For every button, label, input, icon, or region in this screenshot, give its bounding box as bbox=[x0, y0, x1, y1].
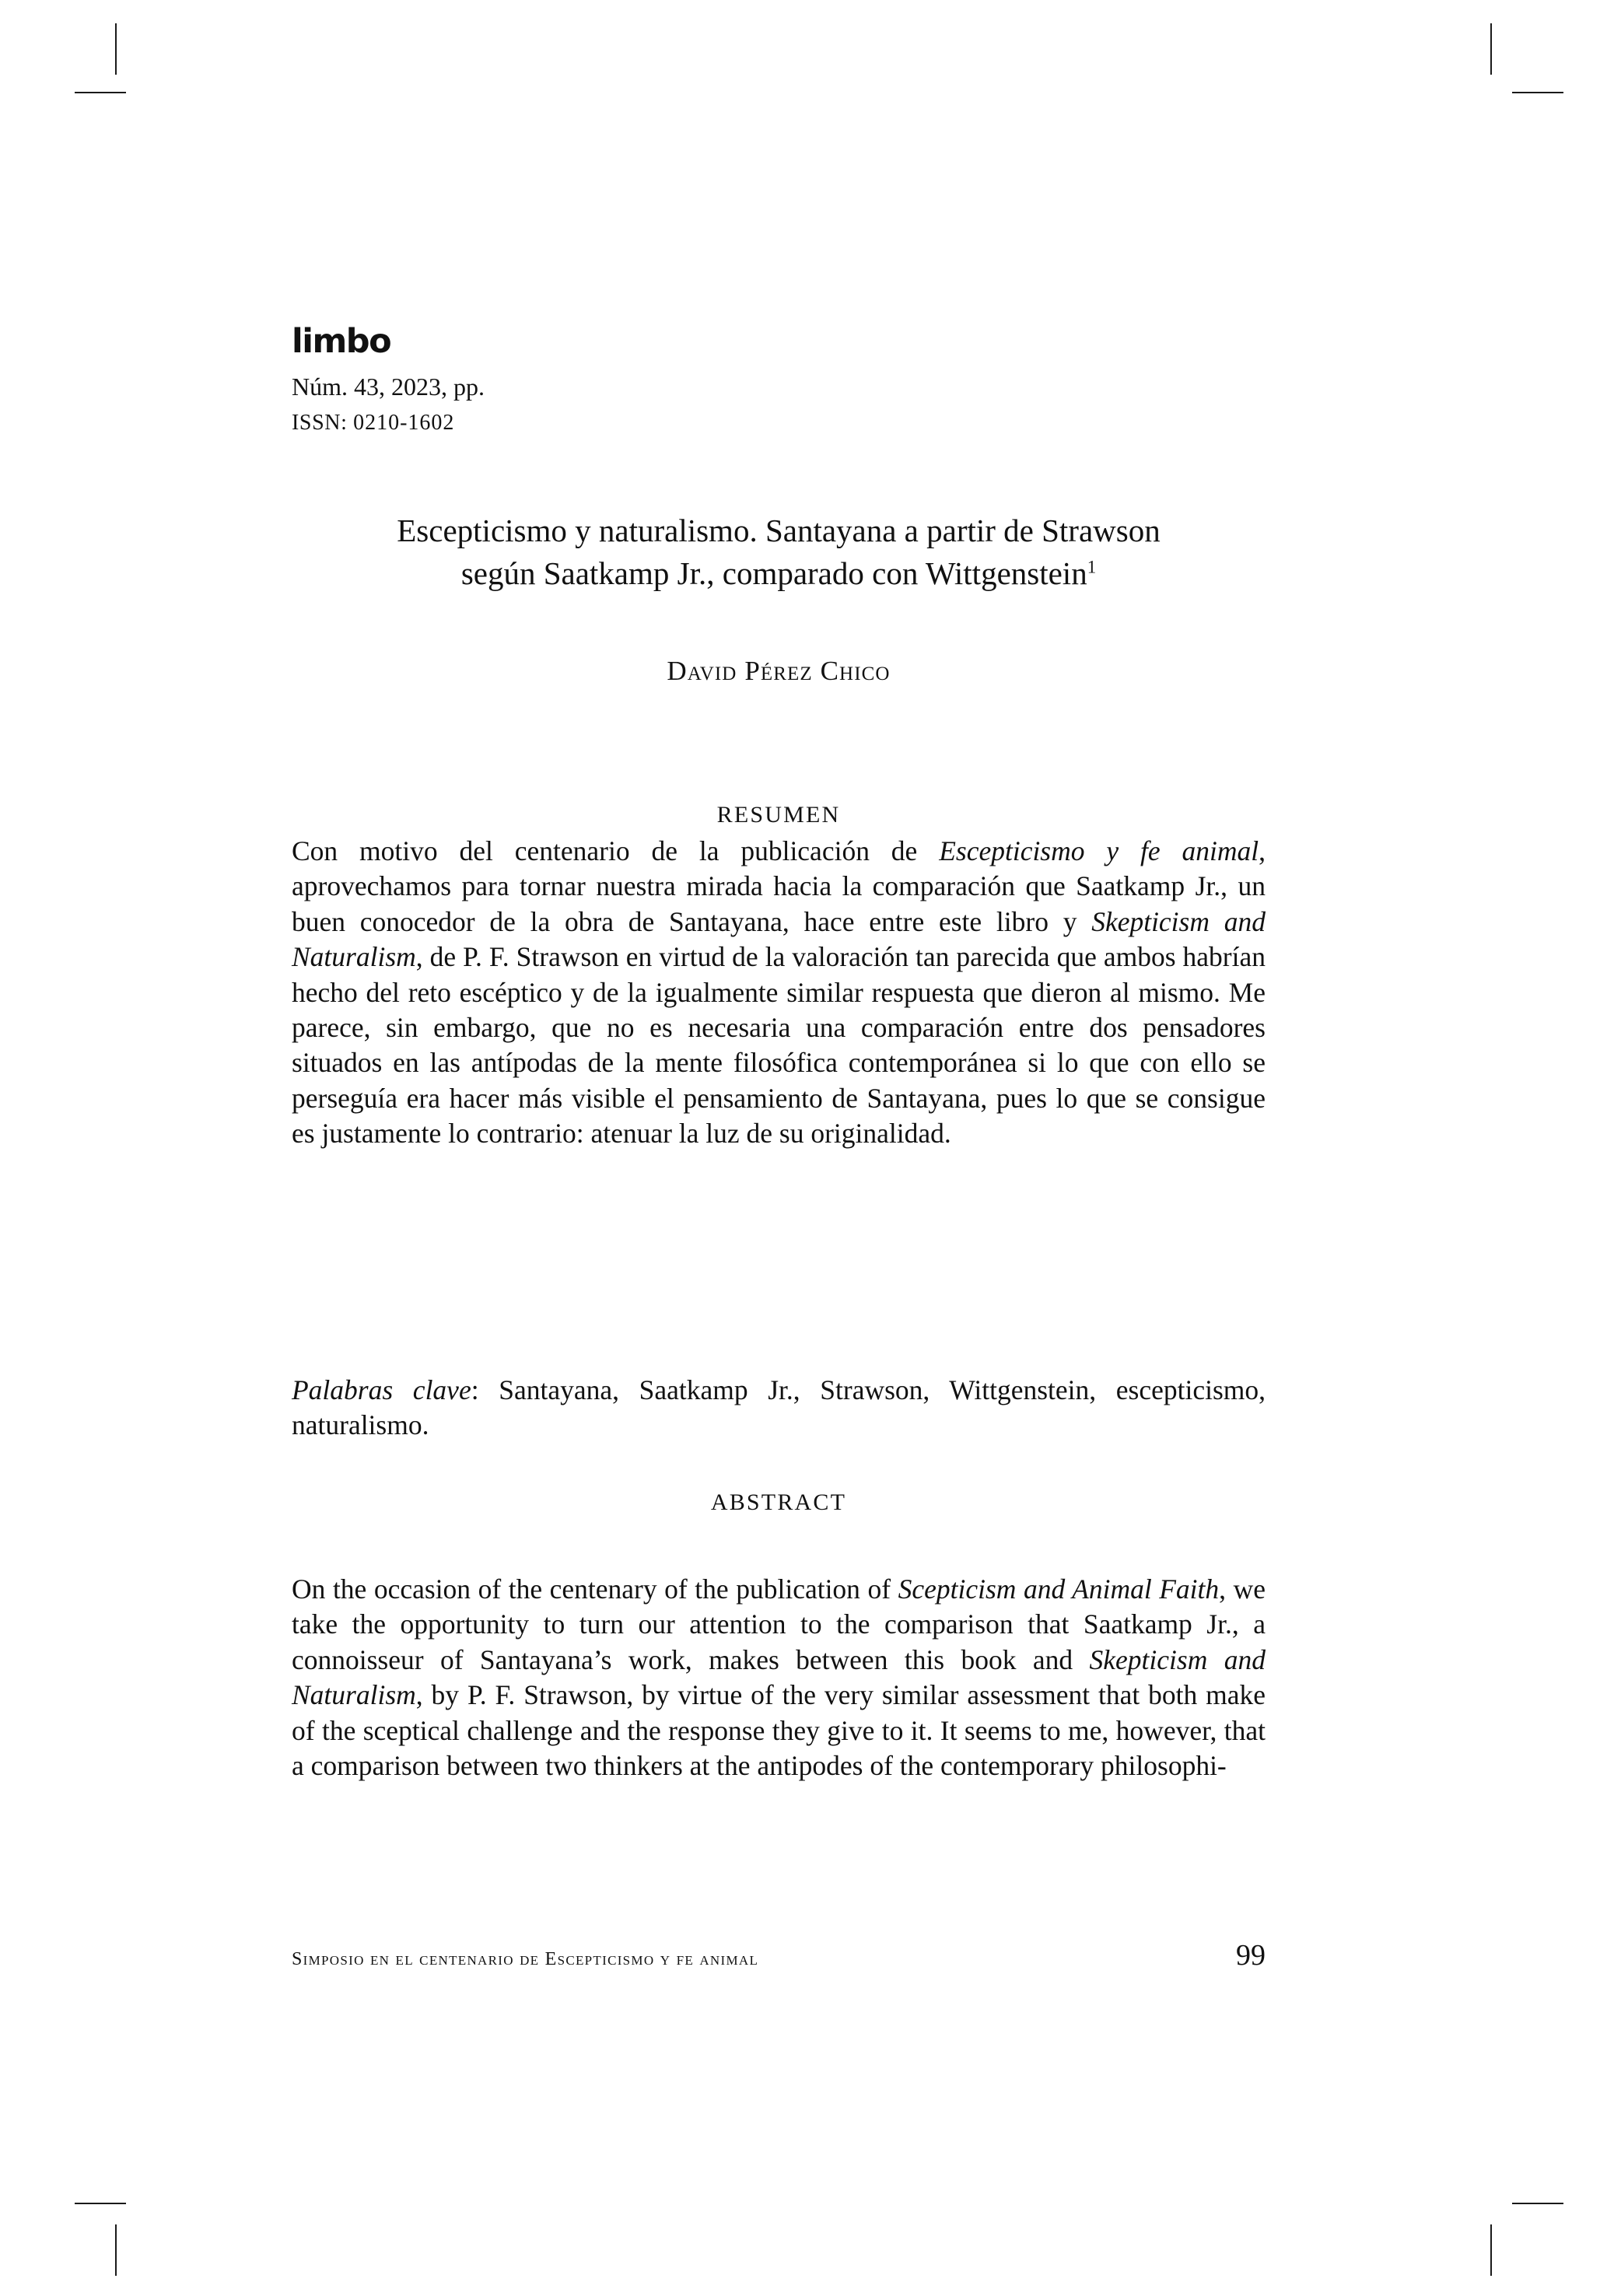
article-title-line-1: Escepticismo y naturalismo. Santayana a partir de Strawson bbox=[397, 513, 1161, 548]
article-title-block bbox=[292, 509, 1266, 594]
page-footer bbox=[292, 1938, 1266, 1972]
issn-value: 0210-1602 bbox=[353, 411, 455, 436]
issn-label: ISSN: bbox=[292, 411, 348, 436]
crop-mark-bottom-left-vertical bbox=[115, 2224, 117, 2276]
abstract-en-text-1: On the occasion of the centenary of the publication of bbox=[292, 1573, 898, 1605]
page-number: 99 bbox=[1236, 1939, 1266, 1972]
abstract-en-text-2: , we take the opportunity to turn our attention to the comparison that Saatkamp Jr., a connoisseur of Santayana’s work, makes between this book and bbox=[292, 1573, 1266, 1675]
abstract-es-heading: RESUMEN bbox=[716, 802, 841, 828]
running-head: Simposio en el centenario de Escepticismo y fe animal bbox=[292, 1949, 759, 1969]
abstract-en-body bbox=[292, 1572, 1266, 1783]
abstract-en-italic-1: Scepticism and Animal Faith bbox=[898, 1573, 1220, 1605]
issue-line: Núm. 43, 2023, pp. bbox=[292, 373, 485, 401]
crop-mark-top-right-vertical bbox=[1490, 23, 1492, 75]
abstract-en-italic-2: Skepticism and Naturalism bbox=[292, 1643, 1266, 1711]
keywords-es-text: : Santayana, Saatkamp Jr., Strawson, Wittgenstein, escepticismo, naturalismo. bbox=[292, 1374, 1266, 1441]
journal-masthead bbox=[292, 322, 1266, 439]
article-title-line-2: según Saatkamp Jr., comparado con Wittgenstein bbox=[460, 555, 1087, 591]
crop-mark-bottom-right-horizontal bbox=[1512, 2203, 1563, 2204]
keywords-es-label: Palabras clave bbox=[292, 1374, 471, 1405]
abstract-es-italic-2: Skepticism and Naturalism bbox=[292, 905, 1266, 973]
journal-logo: limbo bbox=[292, 322, 391, 361]
keywords-es-paragraph bbox=[292, 1373, 1266, 1444]
abstract-en-paragraph bbox=[292, 1572, 1266, 1783]
keywords-es-block bbox=[292, 1373, 1266, 1444]
crop-mark-bottom-left-horizontal bbox=[75, 2203, 126, 2204]
abstract-es-text-3: , de P. F. Strawson en virtud de la valoración tan parecida que ambos habrían hecho del reto escéptico y de la igualmente similar respuesta que dieron al mismo. Me parece, sin embargo, que no es necesaria una comparación entre dos pensadores situados en las antípodas de la mente filosófica contemporánea si lo que con ello se perseguía era hacer más visible el pensamiento de Santayana, pues lo que se consigue es justamente lo contrario: atenuar la luz de su originalidad. bbox=[292, 941, 1266, 1150]
title-footnote-marker: 1 bbox=[1087, 556, 1097, 576]
crop-mark-top-right-horizontal bbox=[1512, 92, 1563, 93]
crop-mark-top-left-horizontal bbox=[75, 92, 126, 93]
issn-line bbox=[292, 408, 1266, 439]
abstract-es-italic-1: Escepticismo y fe animal bbox=[939, 835, 1259, 866]
crop-mark-bottom-right-vertical bbox=[1490, 2224, 1492, 2276]
crop-mark-top-left-vertical bbox=[115, 23, 117, 75]
author-name: David Pérez Chico bbox=[667, 656, 891, 686]
abstract-es-body bbox=[292, 834, 1266, 1152]
abstract-en-heading: ABSTRACT bbox=[710, 1489, 847, 1515]
page-title bbox=[292, 509, 1266, 594]
abstract-es-text-1: Con motivo del centenario de la publicación de bbox=[292, 835, 940, 866]
abstract-es-text-2: , aprovechamos para tornar nuestra mirada hacia la comparación que Saatkamp Jr., un buen conocedor de la obra de Santayana, hace entre este libro y bbox=[292, 835, 1266, 937]
author-block bbox=[292, 656, 1266, 687]
abstract-en-text-3: , by P. F. Strawson, by virtue of the very similar assessment that both make of the sceptical challenge and the response they give to it. It seems to me, however, that a comparison between two thinkers at the antipodes of the contemporary philosophi- bbox=[292, 1679, 1266, 1782]
abstract-es-paragraph bbox=[292, 834, 1266, 1152]
